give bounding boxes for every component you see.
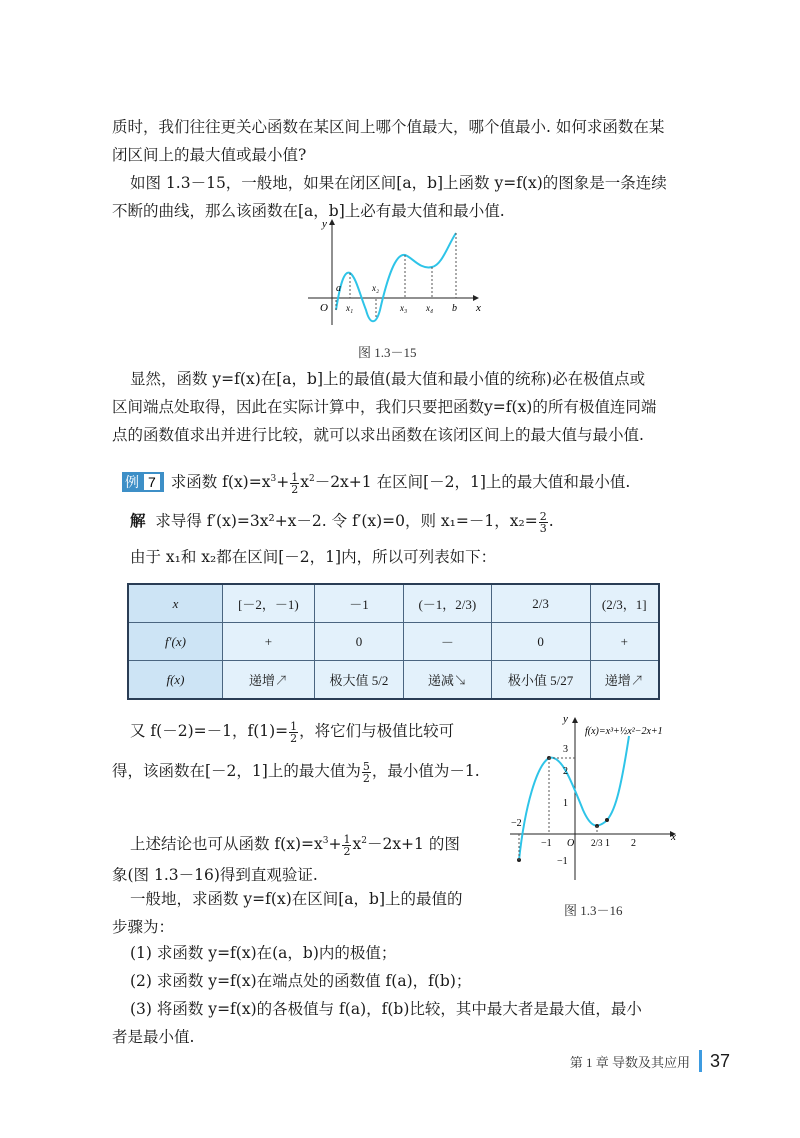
fig2-func-label: f(x)=x³+½x²−2x+1 (585, 726, 663, 737)
solution-line1-text: 求导得 f′(x)=3x²+x－2. 令 f′(x)=0，则 x₁=－1，x₂= (155, 512, 538, 530)
table-cell: f(x) (128, 661, 223, 700)
table-cell: －1 (314, 584, 403, 623)
para5-line2: 步骤为： (112, 918, 175, 936)
table-cell: 递增↗ (223, 661, 315, 700)
table-cell: 2/3 (491, 584, 590, 623)
fig2-origin: O (567, 838, 575, 849)
para2-line2: 不断的曲线，那么该函数在[a，b]上必有最大值和最小值. (112, 202, 505, 220)
table-cell: (2/3，1] (590, 584, 659, 623)
table-cell: 0 (314, 623, 403, 661)
table-cell: 0 (491, 623, 590, 661)
example-7: 例 7 求函数 $f(x)=x^3+$ $\frac{1}{2}$ $x^2-2x+1$ 在区间[－2，1]上的最大值和最小值. (122, 464, 707, 497)
fig1-y-label: y (322, 218, 327, 230)
monotonicity-table (127, 583, 660, 700)
fig1-tick-x2: x₂ (372, 283, 380, 293)
para3-line2: 区间端点处取得，因此在实际计算中，我们只要把函数y=f(x)的所有极值连同端 (112, 398, 657, 416)
table-cell: f′(x) (128, 623, 223, 661)
after1-a: 又 f(－2)=－1，f(1)= (130, 722, 289, 740)
table-cell: 递增↗ (590, 661, 659, 700)
para3-line3: 点的函数值求出并进行比较，就可以求出函数在该闭区间上的最大值与最小值. (112, 426, 644, 444)
fig2-xtick-neg1: −1 (541, 838, 552, 849)
figure-1-3-15 (300, 215, 490, 330)
after-table-line1: 又 f(－2)=－1，f(1)= $\frac{1}{2}$ ，将它们与极值比较可 (130, 719, 455, 745)
curve (336, 233, 456, 321)
step-3-line1: (3) 将函数 y=f(x)的各极值与 f(a)，f(b)比较，其中最大者是最大值，最小 (130, 1000, 642, 1018)
para4-a: 上述结论也可从函数 f(x)=x (130, 835, 323, 854)
solution-label: 解 (130, 511, 146, 530)
para4-line1: 上述结论也可从函数 $f(x)=x^3+$ $\frac{1}{2}$ $x^2-2x+1$ 的图 (130, 832, 460, 858)
table-cell: － (404, 623, 492, 661)
table-row (128, 661, 659, 700)
table-cell: 极小值 5/27 (491, 661, 590, 700)
fig2-ytick-neg1: −1 (557, 856, 568, 867)
solution-line2: 由于 x₁和 x₂都在区间[－2，1]内，所以可列表如下： (130, 548, 497, 566)
figure-1-3-16 (505, 710, 700, 890)
table-cell: 极大值 5/2 (314, 661, 403, 700)
fig2-x-label: x (671, 831, 676, 843)
footer-accent-bar (699, 1050, 702, 1072)
after2-b: ，最小值为－1. (371, 762, 480, 780)
fig1-tick-b: b (452, 303, 457, 314)
para4-b: －2x+1 的图 (366, 835, 460, 854)
example-text-mid: x (300, 473, 309, 492)
table-cell: x (128, 584, 223, 623)
step-1: (1) 求函数 y=f(x)在(a，b)内的极值； (130, 944, 397, 962)
table-cell: 递减↘ (404, 661, 492, 700)
solution-line1: 解 求导得 f′(x)=3x²+x－2. 令 f′(x)=0，则 x₁=－1，x₂= $\frac{2}{3}$ . (130, 509, 554, 535)
fig1-tick-x1: x₁ (346, 303, 354, 313)
para1-line1: 质时，我们往往更关心函数在某区间上哪个值最大，哪个值最小. 如何求函数在某 (112, 118, 665, 136)
para2-line1: 如图 1.3－15，一般地，如果在闭区间[a，b]上函数 y=f(x)的图象是一条连续 (130, 174, 667, 192)
fig1-tick-x4: x₄ (426, 303, 434, 313)
fig1-tick-a: a (336, 283, 341, 294)
fig2-y-label: y (563, 713, 568, 725)
table-row (128, 584, 659, 623)
fig1-origin: O (320, 302, 328, 314)
example-text-post: －2x+1 在区间[－2，1]上的最大值和最小值. (314, 473, 631, 492)
para1-line2: 闭区间上的最大值或最小值? (112, 146, 307, 164)
fig1-tick-x3: x₃ (400, 303, 408, 313)
table-cell: [－2，－1) (223, 584, 315, 623)
after1-b: ，将它们与极值比较可 (299, 722, 455, 740)
fig1-caption: 图 1.3－15 (358, 345, 417, 360)
fig1-x-label: x (476, 302, 481, 314)
fig2-ytick-2: 2 (563, 766, 568, 777)
after-table-line2: 得，该函数在[－2，1]上的最大值为 $\frac{5}{2}$ ，最小值为－1. (112, 759, 480, 785)
fig2-ytick-3: 3 (563, 744, 568, 755)
para5-line1: 一般地，求函数 y=f(x)在区间[a，b]上的最值的 (130, 890, 463, 908)
example-text-pre: 求函数 f(x)=x (170, 473, 271, 492)
para3-line1: 显然，函数 y=f(x)在[a，b]上的最值(最大值和最小值的统称)必在极值点或 (130, 370, 646, 388)
table-cell: + (590, 623, 659, 661)
fig2-xtick-2: 2 (631, 838, 636, 849)
fig2-xtick-neg2: −2 (511, 818, 522, 829)
step-3-line2: 者是最小值. (112, 1028, 195, 1046)
table-cell: (－1，2/3) (404, 584, 492, 623)
fig2-ytick-1: 1 (563, 798, 568, 809)
after2-a: 得，该函数在[－2，1]上的最大值为 (112, 762, 361, 780)
table-cell: + (223, 623, 315, 661)
fig2-caption: 图 1.3－16 (564, 903, 623, 918)
step-2: (2) 求函数 y=f(x)在端点处的函数值 f(a)，f(b)； (130, 972, 472, 990)
table-row (128, 623, 659, 661)
page-number: 37 (710, 1051, 731, 1071)
para4-line2: 象(图 1.3－16)得到直观验证. (112, 866, 318, 884)
example-badge: 例 7 (122, 472, 164, 492)
fig2-xtick-1: 1 (605, 838, 610, 849)
chapter-footer: 第 1 章 导数及其应用 (569, 1055, 690, 1070)
fig2-xtick-frac: 2/3 (591, 838, 603, 848)
